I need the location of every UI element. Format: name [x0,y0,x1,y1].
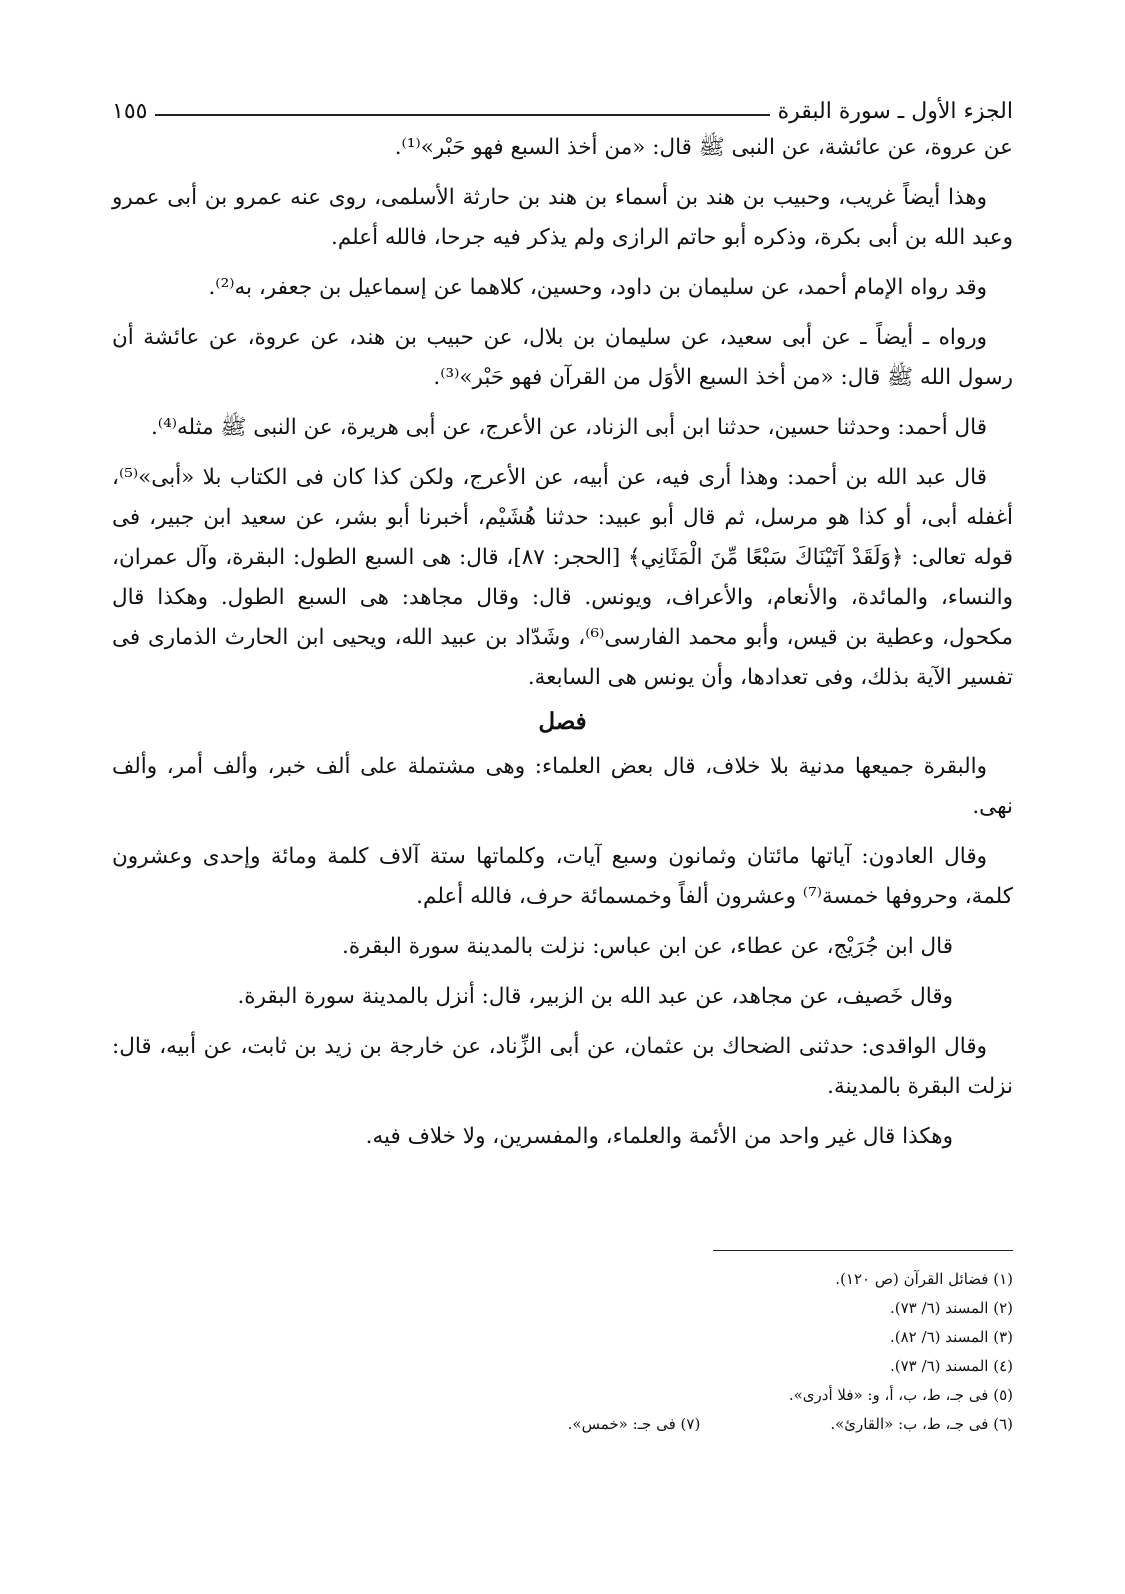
footnote-row [568,1410,1013,1439]
footnote-6: (٦) فى جـ، ط، ب: «القارئ». [830,1415,1013,1433]
paragraph-12: وهكذا قال غير واحد من الأئمة والعلماء، والمفسرين، ولا خلاف فيه. [365,1124,953,1149]
footnote-2: (٢) المسند (٦/ ٧٣). [890,1299,1013,1317]
paragraph-7: والبقرة جميعها مدنية بلا خلاف، قال بعض العلماء: وهى مشتملة على ألف خبر، وألف أمر، وألف نهى. [112,754,1013,819]
paragraph-1: عن عروة، عن عائشة، عن النبى ﷺ قال: «من أخذ السبع فهو حَبْر»⁽¹⁾. [394,135,1013,160]
running-header [112,84,1013,124]
header-rule [155,114,769,116]
paragraph-3: وقد رواه الإمام أحمد، عن سليمان بن داود، وحسين، كلاهما عن إسماعيل بن جعفر، به⁽²⁾. [208,275,987,300]
footnote-1: (١) فضائل القرآن (ص ١٢٠). [835,1270,1013,1288]
running-title: الجزء الأول ـ سورة البقرة [777,99,1013,124]
paragraph-9: قال ابن جُرَيْج، عن عطاء، عن ابن عباس: نزلت بالمدينة سورة البقرة. [342,934,953,959]
paragraph-2: وهذا أيضاً غريب، وحبيب بن هند بن أسماء بن هند بن حارثة الأسلمى، روى عنه عمرو بن أبى عمرو وعبد الله بن أبى بكرة، وذكره أبو حاتم الرازى ولم يذكر فيه جرحا، فالله أعلم. [112,185,1013,250]
paragraph-5: قال أحمد: وحدثنا حسين، حدثنا ابن أبى الزناد، عن الأعرج، عن أبى هريرة، عن النبى ﷺ مثله⁽⁴⁾. [150,415,987,440]
paragraph-10: وقال خَصيف، عن مجاهد، عن عبد الله بن الزبير، قال: أنزل بالمدينة سورة البقرة. [237,984,953,1009]
paragraph-6: قال عبد الله بن أحمد: وهذا أرى فيه، عن أبيه، عن الأعرج، ولكن كذا كان فى الكتاب بلا «أبى»⁽⁵⁾، أغفله أبى، أو كذا هو مرسل، ثم قال أبو عبيد: حدثنا هُشَيْم، أخبرنا أبو بشر، عن سعيد ابن جبير، فى قوله تعالى: ﴿وَلَقَدْ آتَيْنَاكَ سَبْعًا مِّنَ الْمَثَانِي﴾ [الحجر: ٨٧]، قال: هى السبع الطول: البقرة، وآل عمران، والنساء، والمائدة، والأنعام، والأعراف، ويونس. قال: وقال مجاهد: هى السبع الطول. وهكذا قال مكحول، وعطية بن قيس، وأبو محمد الفارسى⁽⁶⁾، وشَدّاد بن عبيد الله، ويحيى ابن الحارث الذمارى فى تفسير الآية بذلك، وفى تعدادها، وأن يونس هى السابعة. [112,465,1014,690]
page-number: ١٥٥ [112,99,148,124]
section-heading: فصل [538,708,587,735]
footnote-7: (٧) فى جـ: «خمس». [567,1415,701,1433]
paragraph-8: وقال العادون: آياتها مائتان وثمانون وسبع آيات، وكلماتها ستة آلاف كلمة ومائة وإحدى وعشرون كلمة، وحروفها خمسة⁽⁷⁾ وعشرون ألفاً وخمسمائة حرف، فالله أعلم. [112,844,1013,909]
paragraph-11: وقال الواقدى: حدثنى الضحاك بن عثمان، عن أبى الزِّناد، عن خارجة بن زيد بن ثابت، عن أبيه، قال: نزلت البقرة بالمدينة. [112,1034,1013,1099]
footnote-rule [713,1250,1013,1251]
main-text [112,128,1013,1167]
footnote-5: (٥) فى جـ، ط، ب، أ، و: «فلا أدرى». [788,1386,1013,1404]
paragraph-4: ورواه ـ أيضاً ـ عن أبى سعيد، عن سليمان بن بلال، عن حبيب بن هند، عن عروة، عن عائشة أن رسول الله ﷺ قال: «من أخذ السبع الأوَل من القرآن فهو حَبْر»⁽³⁾. [112,325,1013,390]
footnote-4: (٤) المسند (٦/ ٧٣). [890,1357,1013,1375]
footnotes [568,1265,1013,1439]
footnote-3: (٣) المسند (٦/ ٨٢). [890,1328,1013,1346]
